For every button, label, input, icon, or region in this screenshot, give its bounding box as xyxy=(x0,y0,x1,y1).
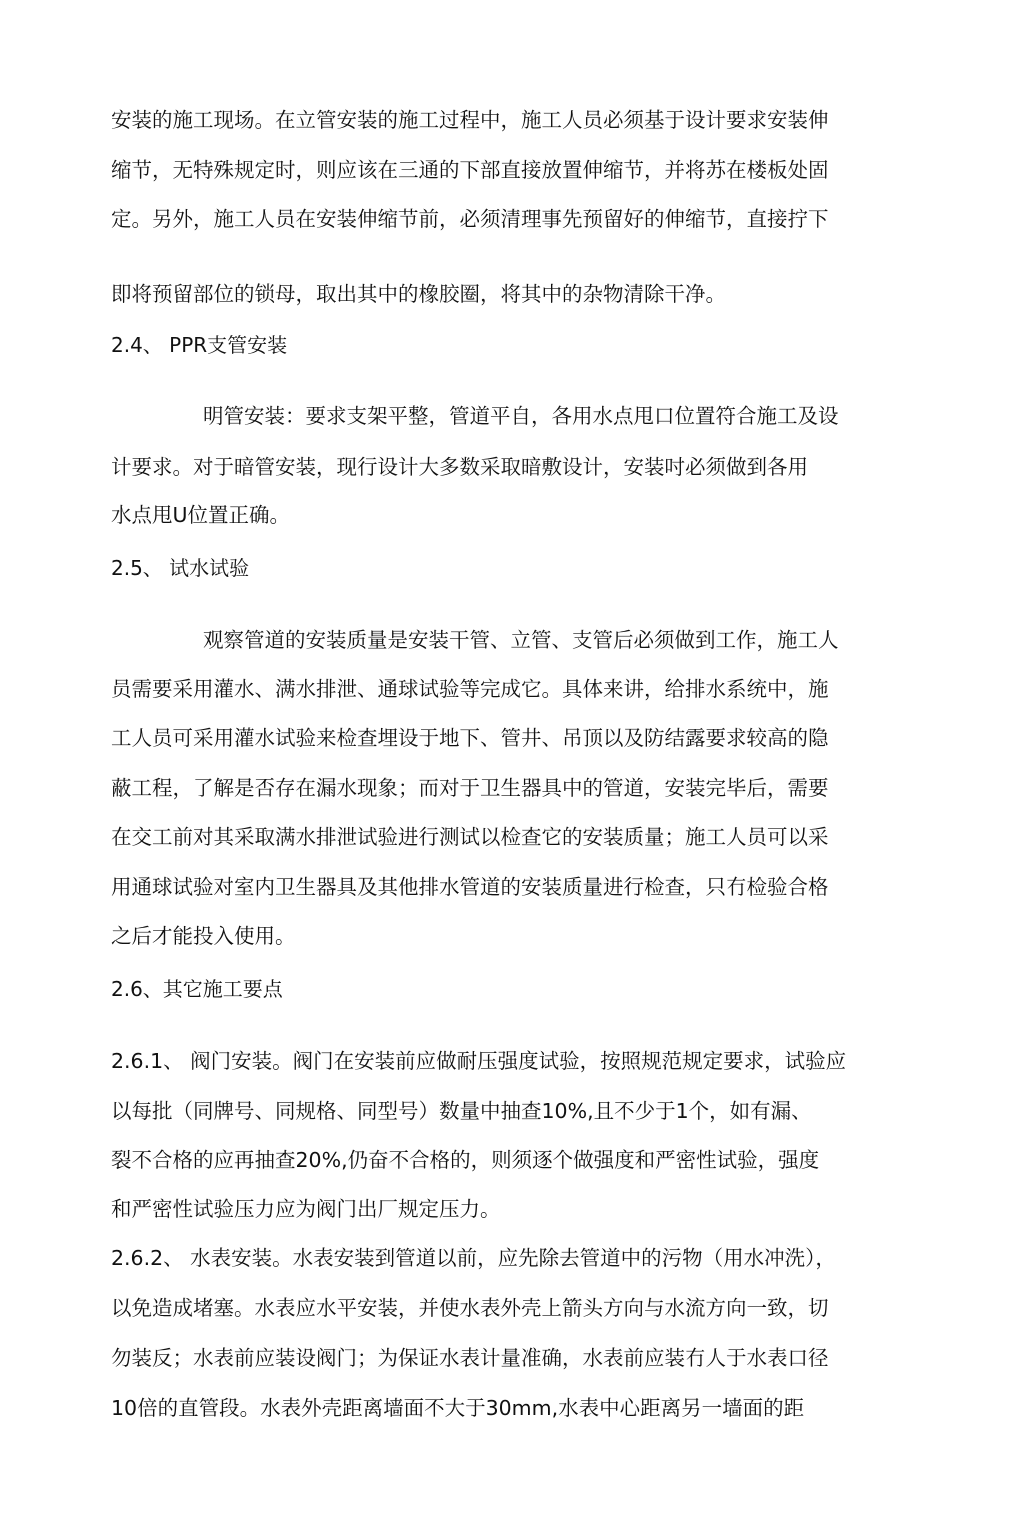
body-text-line: 勿装反；水表前应装设阀门；为保证水表计量准确，水表前应装冇人于水表口径 xyxy=(111,1346,829,1370)
body-text-line: 安装的施工现场。在立管安装的施工过程中，施工人员必须基于设计要求安装伸 xyxy=(111,108,829,132)
body-text-line: 即将预留部位的锁母，取出其中的橡胶圈，将其中的杂物清除干净。 xyxy=(111,282,726,306)
body-text-line: 在交工前对其采取满水排泄试验进行测试以检查它的安装质量；施工人员可以采 xyxy=(111,825,829,849)
body-text-line: 裂不合格的应再抽查20%,仍奋不合格的，则须逐个做强度和严密性试验，强度 xyxy=(111,1148,820,1172)
body-text-line: 2.6.2、 水表安装。水表安装到管道以前，应先除去管道中的污物（用水冲洗）， xyxy=(111,1246,836,1270)
body-text-line: 员需要采用灌水、满水排泄、通球试验等完成它。具体来讲，给排水系统中，施 xyxy=(111,677,829,701)
body-text-line: 计要求。对于暗管安装，现行设计大多数采取暗敷设计，安装吋必须做到各用 xyxy=(111,455,808,479)
body-text-line: 以每批（同牌号、同规格、同型号）数量中抽查10%,且不少于1个，如有漏、 xyxy=(111,1099,812,1123)
body-text-line: 之后才能投入使用。 xyxy=(111,924,296,948)
body-text-line: 2.6.1、 阀门安装。阀门在安装前应做耐压强度试验，按照规范规定要求，试验应 xyxy=(111,1049,847,1073)
body-text-line: 以免造成堵塞。水表应水平安装，并使水表外壳上箭头方向与水流方向一致，切 xyxy=(111,1296,829,1320)
body-text-line: 明管安装：要求支架平整，管道平自，各用水点甩口位置符合施工及设 xyxy=(203,404,839,428)
body-text-line: 缩节，无特殊规定时，则应该在三通的下部直接放置伸缩节，并将苏在楼板处固 xyxy=(111,158,829,182)
section-heading-2-4: 2.4、 PPR支管安装 xyxy=(111,333,288,357)
body-text-line: 10倍的直管段。水表外壳距离墙面不大于30mm,水表中心距离另一墙面的距 xyxy=(111,1396,805,1420)
body-text-line: 和严密性试验压力应为阀门出厂规定压力。 xyxy=(111,1197,501,1221)
section-heading-2-5: 2.5、 试水试验 xyxy=(111,556,250,580)
body-text-line: 水点甩U位置正确。 xyxy=(111,503,291,527)
body-text-line: 蔽工程，了解是否存在漏水现象；而对于卫生器具中的管道，安装完毕后，需要 xyxy=(111,776,829,800)
body-text-line: 观察管道的安装质量是安装干管、立管、支管后必须做到工作，施工人 xyxy=(203,628,839,652)
section-heading-2-6: 2.6、其它施工要点 xyxy=(111,977,283,1001)
body-text-line: 定。另外，施工人员在安装伸缩节前，必须清理事先预留好的伸缩节，直接拧下 xyxy=(111,207,829,231)
body-text-line: 用通球试验对室内卫生器具及其他排水管道的安装质量进行检查，只冇检验合格 xyxy=(111,875,829,899)
body-text-line: 工人员可采用灌水试验来检查埋设于地下、管井、吊顶以及防结露要求较高的隐 xyxy=(111,726,829,750)
